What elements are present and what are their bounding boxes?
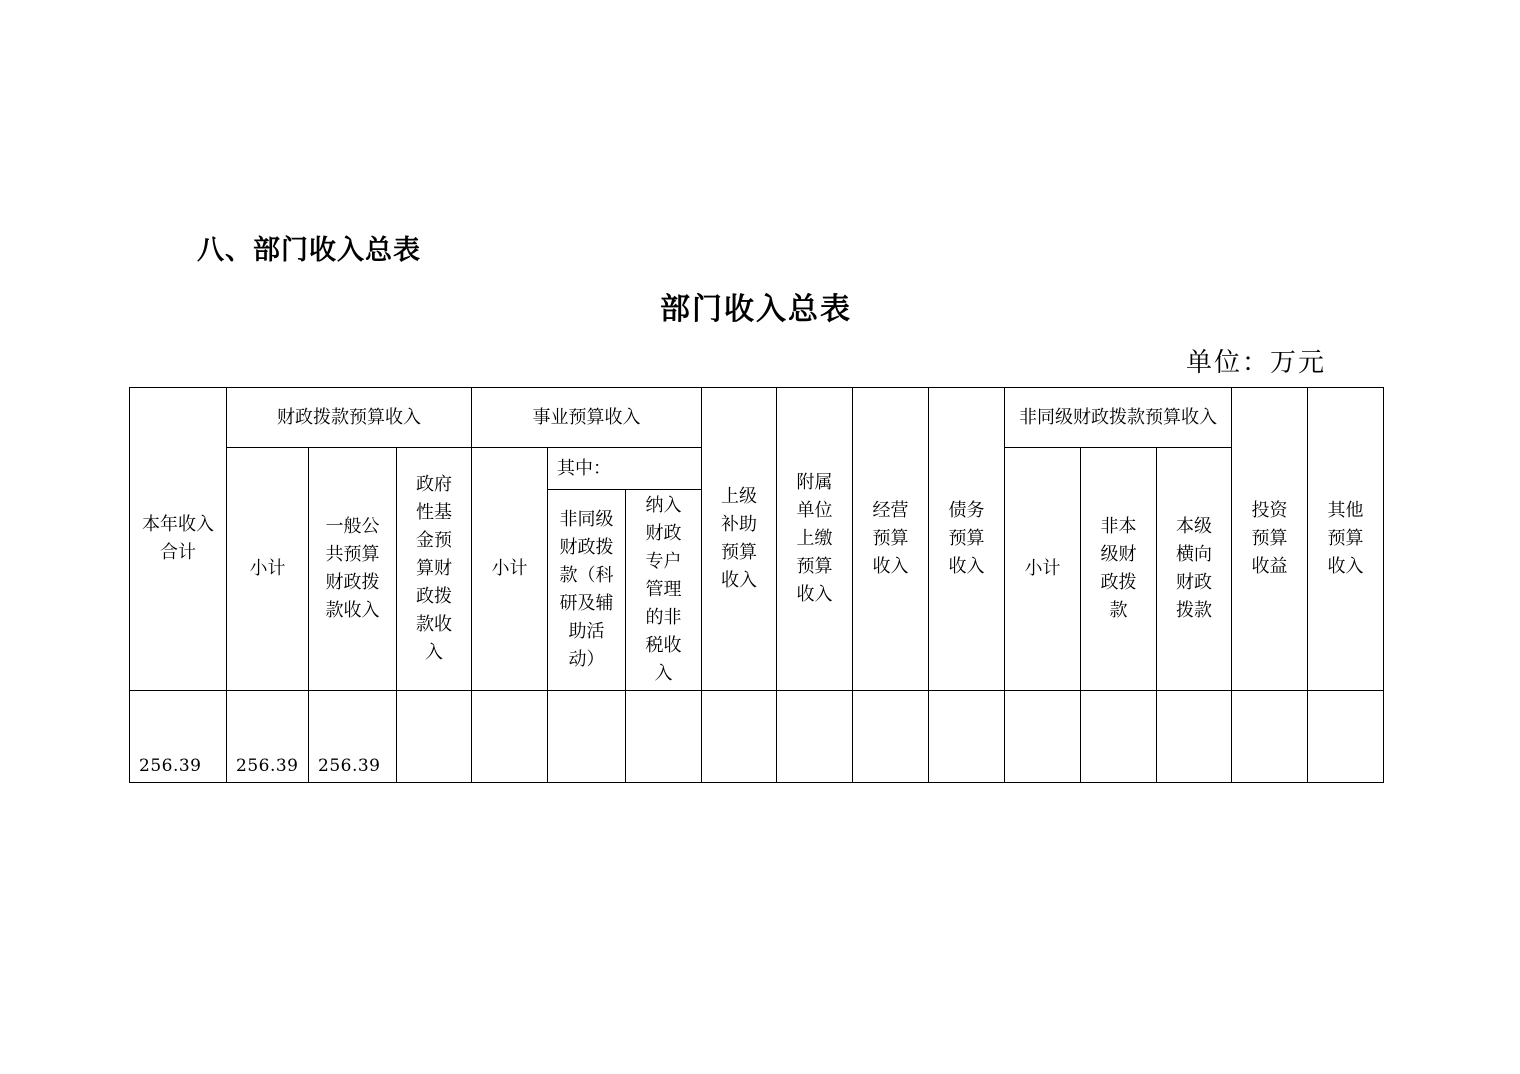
cell-business-nontax [626, 691, 702, 783]
cell-fiscal-subtotal: 256.39 [227, 691, 309, 783]
section-heading: 八、部门收入总表 [197, 235, 421, 266]
header-investment: 投资预算收益 [1232, 388, 1308, 691]
table-title: 部门收入总表 [660, 292, 852, 327]
cell-debt [929, 691, 1005, 783]
income-summary-table [129, 387, 1384, 783]
header-debt: 债务预算收入 [929, 388, 1005, 691]
header-nonlevel-non-this: 非本级财政拨款 [1081, 448, 1157, 691]
cell-investment [1232, 691, 1308, 783]
header-nonlevel-group: 非同级财政拨款预算收入 [1005, 388, 1232, 448]
header-affiliated-remit: 附属单位上缴预算收入 [777, 388, 853, 691]
header-fiscal-general-public: 一般公共预算财政拨款收入 [309, 448, 397, 691]
header-fiscal-subtotal: 小计 [227, 448, 309, 691]
header-business-nontax: 纳入财政专户管理的非税收入 [626, 490, 702, 691]
cell-nonlevel-subtotal [1005, 691, 1081, 783]
header-fiscal-group: 财政拨款预算收入 [227, 388, 472, 448]
header-operating: 经营预算收入 [853, 388, 929, 691]
header-business-group: 事业预算收入 [472, 388, 702, 448]
table-row [130, 691, 1384, 783]
cell-business-subtotal [472, 691, 548, 783]
cell-other [1308, 691, 1384, 783]
header-other: 其他预算收入 [1308, 388, 1384, 691]
header-total-income: 本年收入合计 [130, 388, 227, 691]
header-superior-subsidy: 上级补助预算收入 [702, 388, 777, 691]
cell-operating [853, 691, 929, 783]
header-nonlevel-subtotal: 小计 [1005, 448, 1081, 691]
cell-affiliated-remit [777, 691, 853, 783]
cell-nonlevel-non-this [1081, 691, 1157, 783]
header-business-nonlevel-fiscal: 非同级财政拨款（科研及辅助活动） [548, 490, 626, 691]
header-fiscal-gov-fund: 政府性基金预算财政拨款收入 [397, 448, 472, 691]
cell-nonlevel-horizontal [1157, 691, 1232, 783]
cell-business-nonlevel-fiscal [548, 691, 626, 783]
unit-label: 单位：万元 [1186, 348, 1327, 378]
header-business-of-which: 其中： [548, 448, 702, 490]
header-nonlevel-horizontal: 本级横向财政拨款 [1157, 448, 1232, 691]
cell-total-income: 256.39 [130, 691, 227, 783]
header-business-subtotal: 小计 [472, 448, 548, 691]
cell-superior-subsidy [702, 691, 777, 783]
cell-fiscal-general-public: 256.39 [309, 691, 397, 783]
cell-fiscal-gov-fund [397, 691, 472, 783]
